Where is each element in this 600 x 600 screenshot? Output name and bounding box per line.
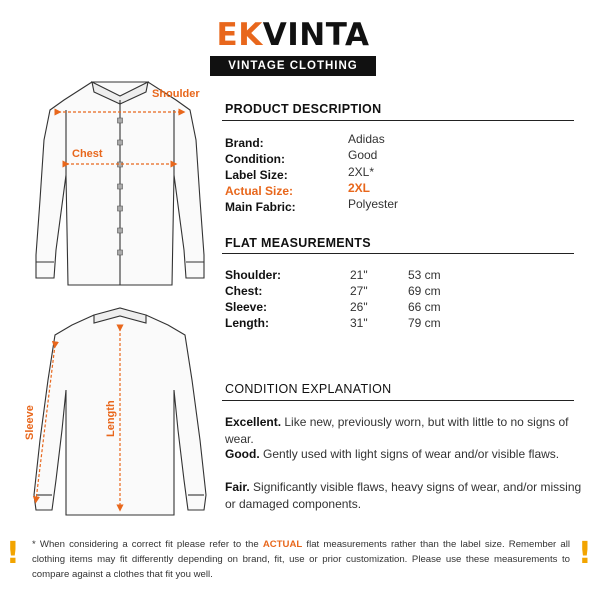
- desc-row-brand: [225, 132, 585, 152]
- product-description-title: PRODUCT DESCRIPTION: [225, 102, 382, 116]
- condition-good: [225, 446, 590, 463]
- desc-row-label-size: [225, 165, 585, 184]
- sleeve-label: Sleeve: [24, 405, 36, 440]
- footnote-before: * When considering a correct fit please refer to the: [32, 539, 263, 550]
- desc-label: Condition:: [225, 152, 285, 166]
- product-description-divider: [222, 120, 574, 121]
- measurement-cm: 53 cm: [408, 268, 441, 282]
- flat-measurements-title: FLAT MEASUREMENTS: [225, 236, 371, 250]
- desc-label: Main Fabric:: [225, 200, 296, 214]
- measurement-cm: 66 cm: [408, 300, 441, 314]
- measurement-label: Shoulder:: [225, 268, 281, 282]
- condition-text: Significantly visible flaws, heavy signs of wear, and/or missing or damaged components.: [225, 480, 582, 511]
- footnote-after: flat measurements rather than the label size. Remember all clothing items may fit differently depending on brand, fit, use or prior customization. Please use these measurements to compare against a clothes that fit you well.: [32, 539, 570, 580]
- measurement-inches: 31": [350, 316, 368, 330]
- measurement-row-chest: [225, 284, 585, 300]
- measurement-inches: 27": [350, 284, 368, 298]
- desc-row-condition: [225, 148, 585, 168]
- measurement-label: Chest:: [225, 284, 263, 298]
- condition-term: Good.: [225, 447, 260, 461]
- desc-label: Brand:: [225, 136, 264, 150]
- brand-name: [210, 18, 376, 52]
- brand-name-part1: EK: [216, 17, 263, 53]
- brand-name-part2: VINTA: [262, 17, 370, 53]
- condition-explanation-title: CONDITION EXPLANATION: [225, 382, 392, 396]
- brand-tagline: VINTAGE CLOTHING: [210, 56, 376, 76]
- desc-row-actual-size: [225, 181, 585, 200]
- desc-label: Actual Size:: [225, 184, 294, 198]
- desc-row-main-fabric: [225, 197, 585, 216]
- condition-text: Gently used with light signs of wear and/or visible flaws.: [259, 447, 560, 461]
- chest-label: Chest: [72, 148, 103, 160]
- condition-explanation-divider: [222, 400, 574, 401]
- measurement-cm: 69 cm: [408, 284, 441, 298]
- shoulder-label: Shoulder: [152, 88, 200, 100]
- measurement-label: Length:: [225, 316, 269, 330]
- fit-footnote: [32, 537, 570, 582]
- condition-term: Excellent.: [225, 415, 282, 429]
- shirt-diagrams: [0, 60, 222, 520]
- footnote-accent: ACTUAL: [262, 539, 303, 550]
- exclamation-icon: !: [6, 536, 20, 571]
- condition-text: Like new, previously worn, but with little to no signs of wear.: [225, 415, 569, 446]
- desc-value: Adidas: [348, 132, 385, 146]
- desc-value: 2XL*: [348, 165, 375, 179]
- measurement-row-sleeve: [225, 300, 585, 316]
- measurement-row-length: [225, 316, 585, 332]
- desc-value: Polyester: [348, 197, 399, 211]
- measurement-inches: 26": [350, 300, 368, 314]
- desc-value: 2XL: [348, 181, 371, 195]
- desc-label: Label Size:: [225, 168, 288, 182]
- brand-logo: [210, 18, 376, 76]
- measurement-cm: 79 cm: [408, 316, 441, 330]
- desc-value: Good: [348, 148, 378, 162]
- condition-term: Fair.: [225, 480, 250, 494]
- flat-measurements-divider: [222, 253, 574, 254]
- measurement-row-shoulder: [225, 268, 585, 284]
- measurement-inches: 21": [350, 268, 368, 282]
- condition-fair: [225, 479, 590, 513]
- length-label: Length: [105, 400, 117, 437]
- measurement-label: Sleeve:: [225, 300, 268, 314]
- exclamation-icon: !: [578, 536, 592, 571]
- condition-excellent: [225, 414, 590, 448]
